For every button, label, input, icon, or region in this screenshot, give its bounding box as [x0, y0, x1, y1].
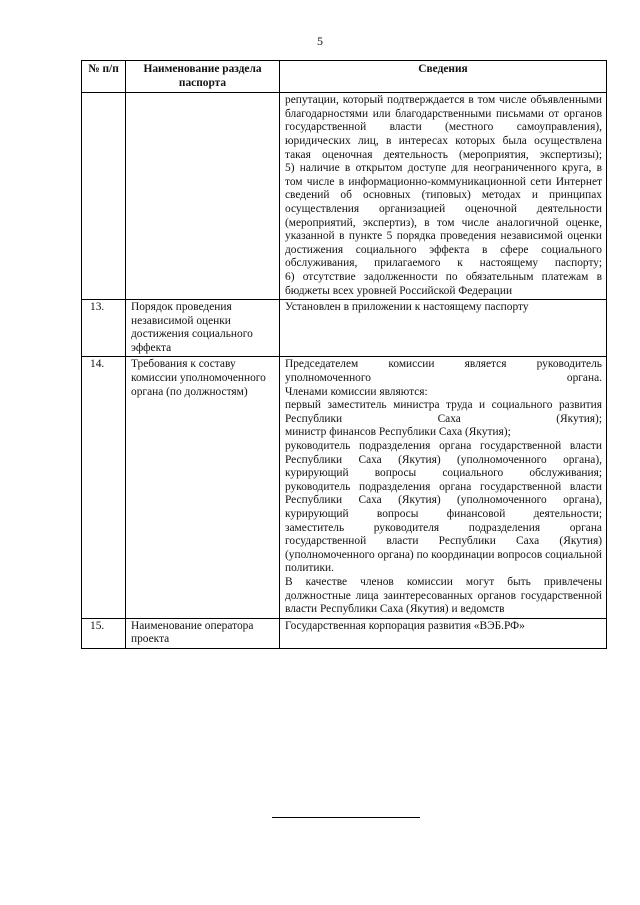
table-row [82, 618, 607, 648]
passport-table [81, 60, 607, 649]
footnote-divider [272, 817, 420, 818]
info-paragraph: Установлен в приложении к настоящему паспорту [285, 301, 529, 314]
row-section-name: Порядок проведения независимой оценки достижения социального эффекта [126, 300, 280, 357]
info-paragraph: В качестве членов комиссии могут быть привлечены должностные лица заинтересованных органов государственной власти Республики Саха (Якутия) и ведомств [285, 575, 602, 616]
info-paragraph: Государственная корпорация развития «ВЭБ.РФ» [285, 619, 525, 632]
table-header-row [82, 61, 607, 93]
row-section-name [126, 93, 280, 300]
info-paragraph: заместитель руководителя подразделения органа государственной власти Республики Саха (Якутия) (уполномоченного органа) по координации вопросов социальной политики. [285, 521, 602, 575]
info-paragraph: руководитель подразделения органа государственной власти Республики Саха (Якутия) (уполномоченного органа), курирующий вопросы финансовой деятельности; [285, 480, 602, 520]
row-info [280, 93, 607, 300]
row-section-name: Требования к составу комиссии уполномоченного органа (по должностям) [126, 357, 280, 618]
table-row [82, 357, 607, 618]
header-section-name: Наименование раздела паспорта [126, 61, 280, 93]
info-paragraph: 5) наличие в открытом доступе для неограниченного круга, в том числе в информационно-коммуникационной сети Интернет сведений об основных (типовых) методах и принципах осуществления организацией оценочной деятельности (мероприятий, экспертиз), в том числе аналогичной оценке, указанной в пункте 5 порядка проведения независимой оценки достижения социального эффекта в сфере социального обслуживания, прилагаемого к настоящему паспорту; [285, 162, 602, 270]
page-number: 5 [317, 34, 323, 48]
info-paragraph: министр финансов Республики Саха (Якутия); [285, 426, 511, 439]
info-paragraph: Председателем комиссии является руководитель уполномоченного органа. [285, 358, 602, 385]
header-number: № п/п [82, 61, 126, 93]
row-section-name: Наименование оператора проекта [126, 618, 280, 648]
row-number: 15. [82, 618, 126, 648]
header-info: Сведения [280, 61, 607, 93]
row-number: 14. [82, 357, 126, 618]
row-number [82, 93, 126, 300]
info-paragraph: 6) отсутствие задолженности по обязательным платежам в бюджеты всех уровней Российской Федерации [285, 270, 602, 297]
info-paragraph: репутации, который подтверждается в том числе объявленными благодарностями или благодарственными письмами от органов государственной власти (местного самоуправления), юридических лиц, в интересах которых была осуществлена такая оценочная деятельность (мероприятия, экспертизы); [285, 94, 602, 161]
row-number: 13. [82, 300, 126, 357]
info-paragraph: руководитель подразделения органа государственной власти Республики Саха (Якутия) (уполномоченного органа), курирующий вопросы социального обслуживания; [285, 440, 602, 480]
row-info [280, 300, 607, 357]
row-info [280, 618, 607, 648]
info-paragraph: первый заместитель министра труда и социального развития Республики Саха (Якутия); [285, 399, 602, 425]
info-paragraph: Членами комиссии являются: [285, 385, 428, 398]
row-info [280, 357, 607, 618]
table-row [82, 300, 607, 357]
table-row [82, 93, 607, 300]
